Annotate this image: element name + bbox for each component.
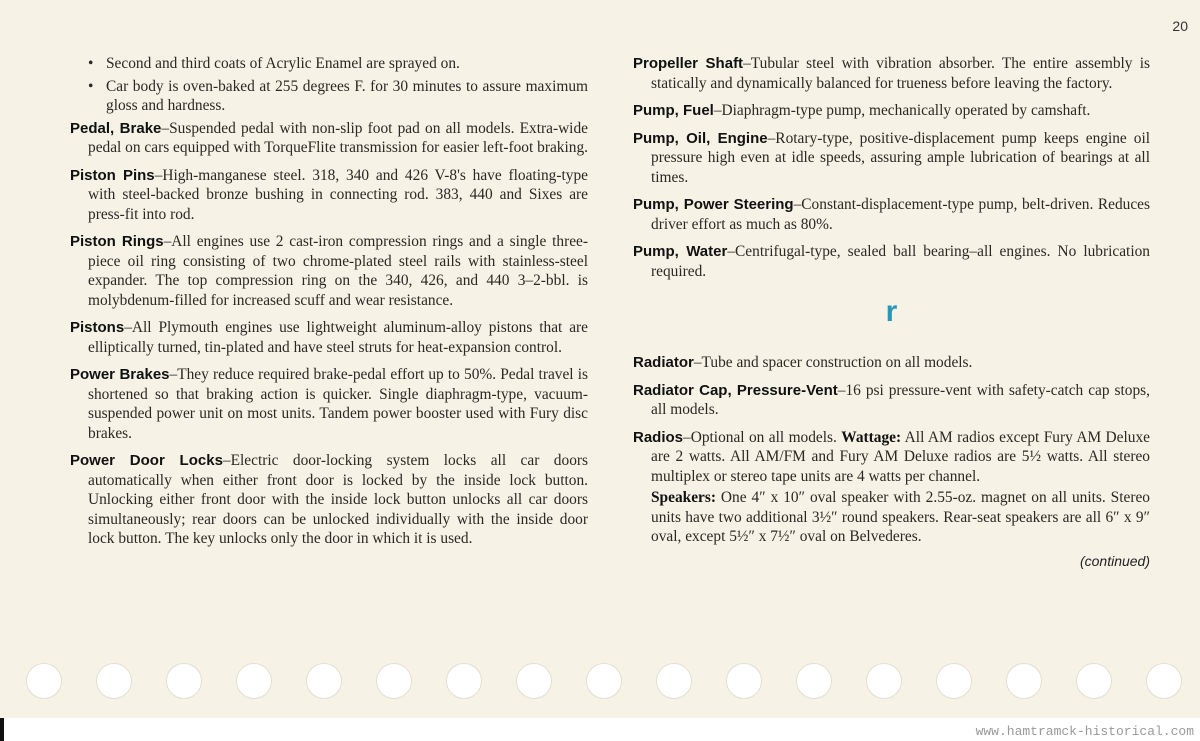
spec-entry-pistons	[70, 318, 588, 357]
bullet-dot-icon: •	[88, 55, 94, 72]
spec-sub-speakers	[651, 488, 1150, 547]
spec-text: –Rotary-type, positive-displacement pump keeps engine oil pressure high even at idle speeds, assuring ample lubrication of bearings at all times.	[651, 129, 1150, 186]
watermark-text: www.hamtramck-historical.com	[975, 724, 1194, 739]
spec-text: –Optional on all models.	[683, 428, 842, 446]
spec-term: Propeller Shaft	[633, 55, 744, 72]
binder-hole	[26, 663, 62, 699]
spec-term: Power Brakes	[70, 366, 170, 383]
binder-hole	[796, 663, 832, 699]
spec-text: –All engines use 2 cast-iron compression rings and a single three-piece oil ring consisting of two chrome-plated steel rails with stainless-steel expander. The top compression ring on the 340, 426, and 440 3–2-bbl. is molybdenum-filled for increased scuff and wear resistance.	[88, 233, 588, 309]
spec-text: –Tube and spacer construction on all models.	[693, 354, 973, 371]
spec-entry-pedal-brake	[70, 119, 588, 158]
spec-text: –Diaphragm-type pump, mechanically operated by camshaft.	[713, 102, 1091, 119]
spec-text: –Suspended pedal with non-slip foot pad on all models. Extra-wide pedal on cars equipped with TorqueFlite transmission for easier left-foot braking.	[88, 119, 588, 156]
spec-entry-radiator-cap	[633, 381, 1150, 420]
spec-term: Power Door Locks	[70, 452, 223, 469]
bullet-item	[70, 54, 588, 74]
binder-hole	[656, 663, 692, 699]
binder-hole	[866, 663, 902, 699]
spec-term: Pistons	[70, 319, 125, 336]
binder-hole	[306, 663, 342, 699]
section-letter: r	[885, 295, 898, 328]
binder-hole	[236, 663, 272, 699]
spec-text: –Centrifugal-type, sealed ball bearing–all engines. No lubrication required.	[651, 243, 1150, 280]
scan-edge-mark	[0, 718, 4, 741]
bullet-text: Car body is oven-baked at 255 degrees F. for 30 minutes to assure maximum gloss and hardness.	[106, 77, 588, 114]
binder-hole	[516, 663, 552, 699]
speakers-term: Speakers:	[651, 489, 716, 506]
spec-text: –All Plymouth engines use lightweight aluminum-alloy pistons that are elliptically turned, tin-plated and have steel struts for heat-expansion control.	[88, 319, 588, 356]
spec-term: Pump, Water	[633, 243, 728, 260]
continued-note: (continued)	[1079, 552, 1150, 569]
spec-term: Pump, Oil, Engine	[633, 129, 768, 147]
spec-entry-piston-rings	[70, 232, 588, 310]
spec-text: One 4″ x 10″ oval speaker with 2.55-oz. magnet on all units. Stereo units have two additional 3½″ round speakers. Rear-seat speakers are all 6″ x 9″ oval, except 5½″ x 7½″ oval on Belvederes.	[651, 489, 1150, 545]
spec-text: –Tubular steel with vibration absorber. The entire assembly is statically and dynamically balanced for trueness before leaving the factory.	[651, 55, 1150, 92]
spec-term: Piston Rings	[70, 233, 164, 250]
spec-text: –Constant-displacement-type pump, belt-driven. Reduces driver effort as much as 80%.	[651, 196, 1150, 233]
spec-term: Piston Pins	[70, 166, 155, 184]
bullet-dot-icon: •	[88, 77, 94, 95]
spec-term: Radiator	[633, 354, 694, 371]
spec-text: –Electric door-locking system locks all car doors automatically when either front door is locked by the inside lock button. Unlocking either front door with the inside lock button unlocks all car doors simultaneously; rear doors can be unlocked individually with the inside door lock button. The key unlocks only the door in which it is used.	[88, 452, 588, 547]
spec-entry-power-door-locks	[70, 451, 588, 549]
spec-text: –High-manganese steel. 318, 340 and 426 V-8's have floating-type with steel-backed bronze bushing in connecting rod. 383, 440 and Sixes are press-fit into rod.	[88, 166, 588, 223]
right-column	[633, 54, 1150, 569]
bullet-text: Second and third coats of Acrylic Enamel are sprayed on.	[106, 55, 460, 72]
spec-entry-radiator	[633, 353, 1150, 373]
spec-entry-power-brakes	[70, 365, 588, 443]
binder-hole	[1076, 663, 1112, 699]
spec-term: Pump, Fuel	[633, 102, 714, 119]
spec-term: Pedal, Brake	[70, 119, 162, 137]
wattage-term: Wattage:	[841, 428, 902, 446]
binder-hole	[1146, 663, 1182, 699]
binder-hole	[376, 663, 412, 699]
binder-hole	[166, 663, 202, 699]
binder-hole	[1006, 663, 1042, 699]
spec-entry-pump-fuel	[633, 101, 1150, 121]
binder-hole	[96, 663, 132, 699]
spec-entry-piston-pins	[70, 166, 588, 225]
spec-entry-radios	[633, 428, 1150, 487]
binder-hole	[726, 663, 762, 699]
binder-hole	[586, 663, 622, 699]
spec-term: Pump, Power Steering	[633, 196, 794, 213]
spec-entry-pump-power-steering	[633, 195, 1150, 234]
page-number: 20	[1172, 18, 1188, 34]
spec-entry-pump-oil	[633, 129, 1150, 188]
binder-hole	[936, 663, 972, 699]
spec-text: All AM radios except Fury AM Deluxe are 2 watts. All AM/FM and Fury AM Deluxe radios are 5½ watts. All stereo multiplex or stereo tape units are 4 watts per channel.	[651, 428, 1150, 485]
spec-entry-pump-water	[633, 242, 1150, 281]
bullet-item	[70, 77, 588, 116]
spec-text: –16 psi pressure-vent with safety-catch cap stops, all models.	[651, 381, 1150, 418]
spec-term: Radiator Cap, Pressure-Vent	[633, 381, 838, 399]
spec-term: Radios	[633, 428, 684, 446]
left-column	[70, 54, 588, 557]
spec-entry-propeller-shaft	[633, 54, 1150, 93]
spec-text: –They reduce required brake-pedal effort up to 50%. Pedal travel is shortened so that braking action is quicker. Single diaphragm-type, vacuum-suspended power unit on most units. Tandem power booster used with Fury disc brakes.	[88, 366, 588, 442]
binder-holes	[0, 663, 1200, 703]
binder-hole	[446, 663, 482, 699]
